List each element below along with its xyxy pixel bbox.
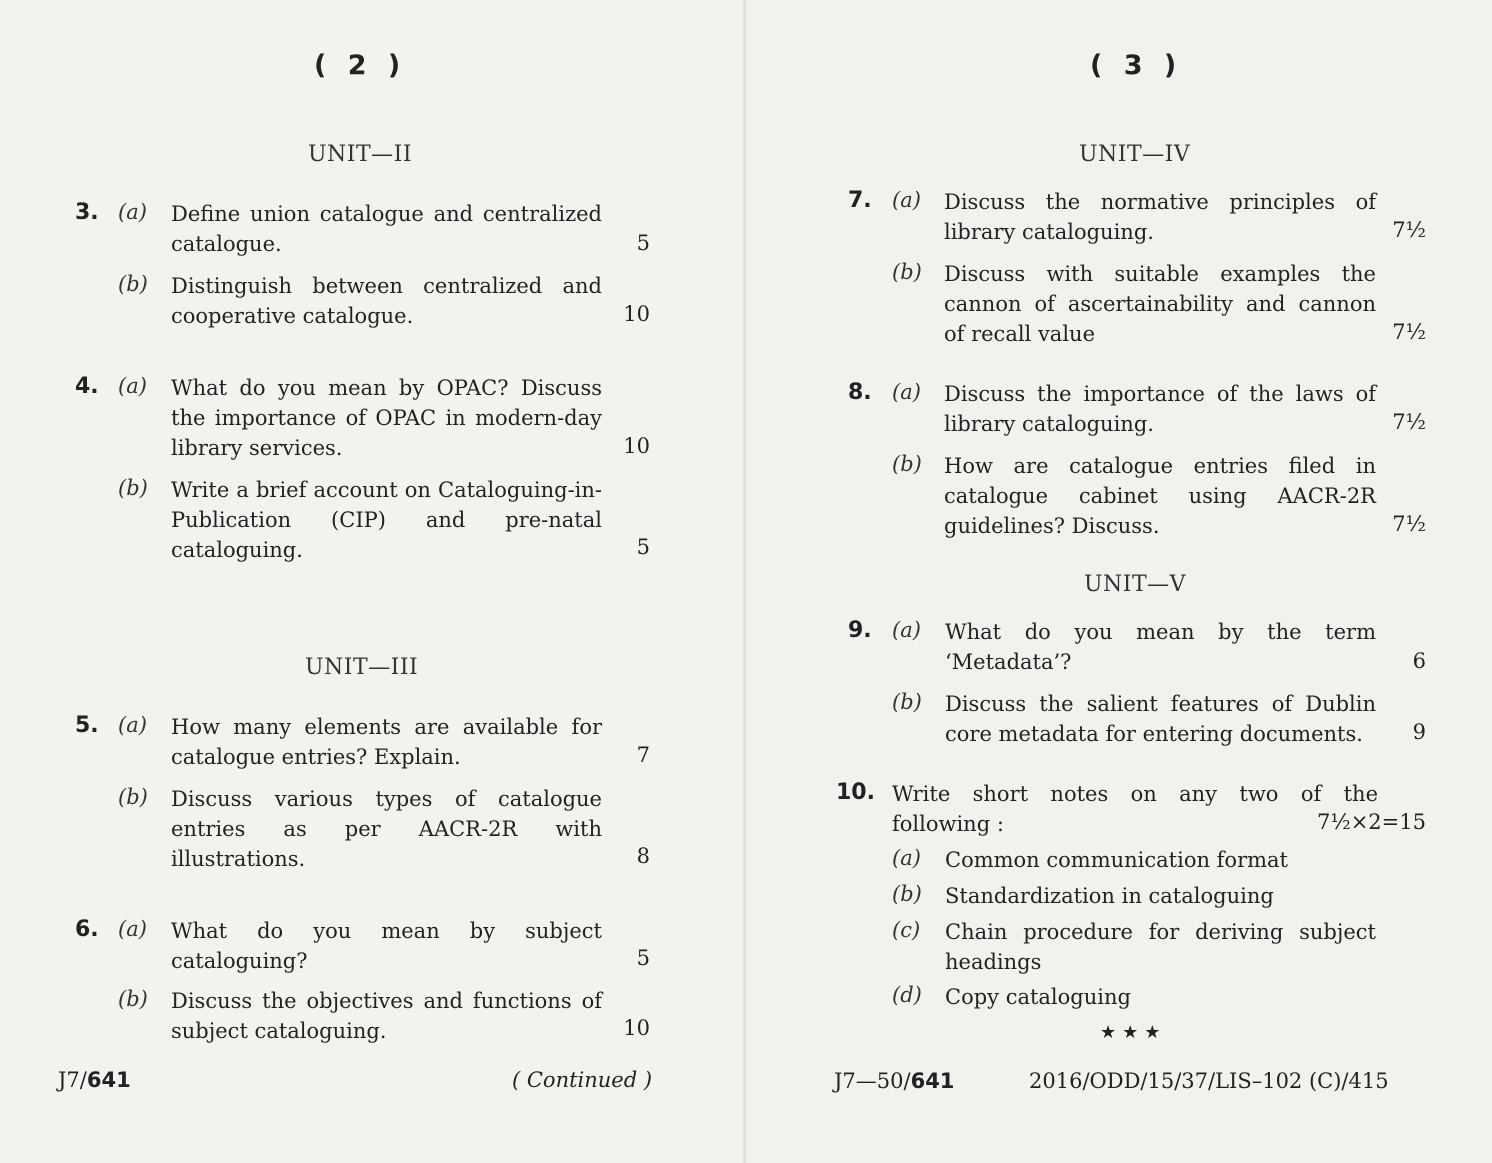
note-topic: Chain procedure for deriving subject headings bbox=[945, 920, 1376, 974]
question-number: 3. bbox=[75, 200, 99, 225]
question-text: What do you mean by subject cataloguing? bbox=[171, 919, 602, 973]
marks: 10 bbox=[623, 434, 650, 458]
question-text: Define union catalogue and centralized catalogue. bbox=[171, 202, 602, 256]
exam-reference: 2016/ODD/15/37/LIS–102 (C)/415 bbox=[1029, 1069, 1389, 1093]
question-text: How many elements are available for catalogue entries? Explain. bbox=[171, 715, 602, 769]
subpart-label: (b) bbox=[892, 690, 922, 714]
question-text: Write short notes on any two of the following : bbox=[892, 782, 1378, 836]
question-text: Discuss the salient features of Dublin core metadata for entering documents. bbox=[945, 692, 1376, 746]
right-page bbox=[746, 0, 1492, 1163]
page-number: ( 3 ) bbox=[1090, 50, 1183, 81]
question-text: Write a brief account on Cataloguing-in- Publication (CIP) and pre-natal cataloguing. bbox=[171, 478, 602, 562]
note-topic: Standardization in cataloguing bbox=[945, 884, 1274, 908]
question-text: How are catalogue entries filed in catalogue cabinet using AACR-2R guidelines? Discuss. bbox=[944, 454, 1376, 538]
end-stars: ★★★ bbox=[1100, 1022, 1167, 1043]
marks: 7½ bbox=[1392, 410, 1426, 434]
subpart-label: (a) bbox=[892, 188, 921, 212]
marks: 10 bbox=[623, 302, 650, 326]
question-text: Discuss various types of catalogue entries as per AACR-2R with illustrations. bbox=[171, 787, 602, 871]
subpart-label: (b) bbox=[892, 260, 922, 284]
subpart-label: (a) bbox=[892, 846, 921, 870]
question-number: 8. bbox=[848, 380, 872, 405]
question-text: Discuss with suitable examples the cannon of ascertainability and cannon of recall value bbox=[944, 262, 1376, 346]
question-text: Distinguish between centralized and cooperative catalogue. bbox=[171, 274, 602, 328]
question-number: 7. bbox=[848, 188, 872, 213]
question-number: 6. bbox=[75, 917, 99, 942]
marks: 7½ bbox=[1392, 320, 1426, 344]
question-text: Discuss the importance of the laws of library cataloguing. bbox=[944, 382, 1376, 436]
unit-heading: UNIT—IV bbox=[1079, 142, 1191, 167]
marks: 7½ bbox=[1392, 512, 1426, 536]
marks: 7½×2=15 bbox=[1317, 810, 1426, 834]
subpart-label: (a) bbox=[892, 380, 921, 404]
subpart-label: (a) bbox=[118, 200, 147, 224]
subpart-label: (a) bbox=[118, 917, 147, 941]
left-page bbox=[0, 0, 745, 1163]
subpart-label: (a) bbox=[118, 374, 147, 398]
subpart-label: (a) bbox=[118, 713, 147, 737]
marks: 5 bbox=[636, 231, 650, 255]
question-number: 5. bbox=[75, 713, 99, 738]
question-text: Discuss the normative principles of library cataloguing. bbox=[944, 190, 1376, 244]
subpart-label: (a) bbox=[892, 618, 921, 642]
marks: 9 bbox=[1412, 720, 1426, 744]
continued-note: ( Continued ) bbox=[512, 1068, 653, 1092]
marks: 10 bbox=[623, 1016, 650, 1040]
marks: 5 bbox=[636, 535, 650, 559]
subpart-label: (b) bbox=[118, 987, 148, 1011]
question-number: 9. bbox=[848, 618, 872, 643]
marks: 7½ bbox=[1392, 218, 1426, 242]
marks: 6 bbox=[1412, 649, 1426, 673]
subpart-label: (b) bbox=[118, 272, 148, 296]
marks: 8 bbox=[636, 844, 650, 868]
question-text: What do you mean by OPAC? Discuss the importance of OPAC in modern-day library services. bbox=[171, 376, 602, 460]
subpart-label: (b) bbox=[118, 785, 148, 809]
unit-heading: UNIT—V bbox=[1084, 572, 1187, 597]
marks: 5 bbox=[636, 946, 650, 970]
subpart-label: (b) bbox=[892, 452, 922, 476]
question-text: What do you mean by the term ‘Metadata’? bbox=[945, 620, 1376, 674]
note-topic: Copy cataloguing bbox=[945, 985, 1131, 1009]
question-number: 4. bbox=[75, 374, 99, 399]
question-text: Discuss the objectives and functions of subject cataloguing. bbox=[171, 989, 602, 1043]
unit-heading: UNIT—II bbox=[308, 142, 413, 167]
marks: 7 bbox=[636, 743, 650, 767]
subpart-label: (c) bbox=[892, 918, 921, 942]
question-number: 10. bbox=[836, 780, 875, 805]
subpart-label: (d) bbox=[892, 983, 922, 1007]
note-topic: Common communication format bbox=[945, 848, 1288, 872]
paper-code: J7/641 bbox=[58, 1068, 131, 1092]
paper-code: J7—50/641 bbox=[834, 1069, 955, 1093]
subpart-label: (b) bbox=[118, 476, 148, 500]
unit-heading: UNIT—III bbox=[305, 655, 419, 680]
subpart-label: (b) bbox=[892, 882, 922, 906]
page-number: ( 2 ) bbox=[314, 50, 407, 81]
